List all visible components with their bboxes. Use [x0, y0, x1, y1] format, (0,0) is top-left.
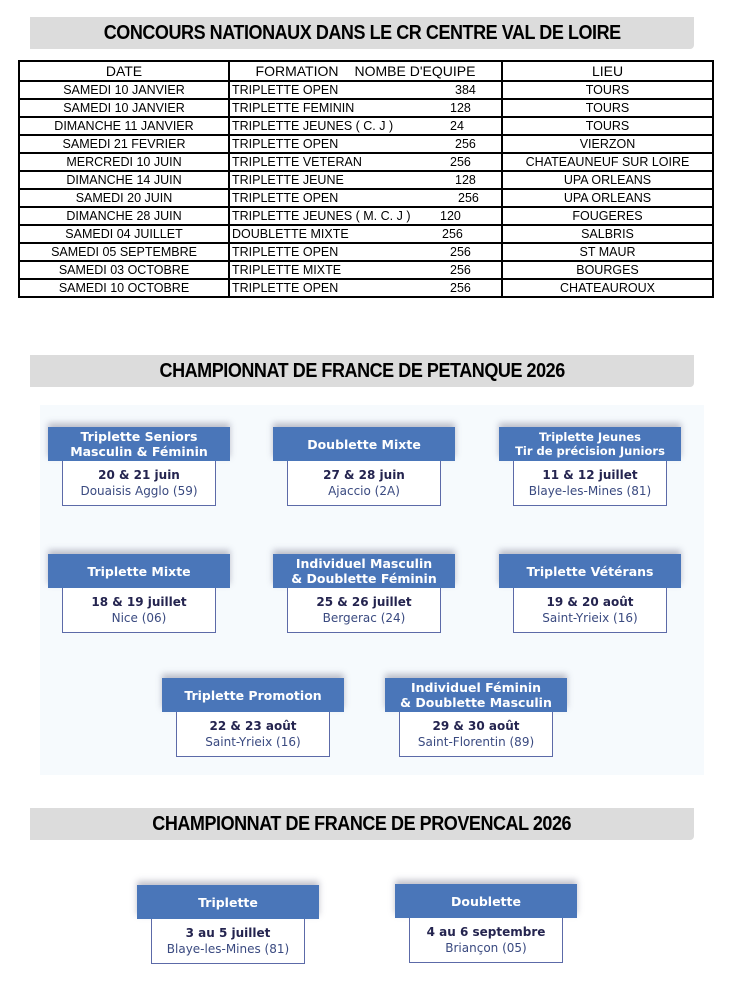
cell-date: SAMEDI 10 JANVIER [19, 81, 229, 99]
formation-name: DOUBLETTE MIXTE [232, 227, 349, 241]
cell-formation [229, 243, 502, 261]
cell-date: DIMANCHE 28 JUIN [19, 207, 229, 225]
table-row [19, 81, 713, 99]
team-count: 120 [440, 209, 461, 223]
championship-card [137, 885, 319, 964]
card-body [513, 461, 667, 506]
team-count: 256 [450, 263, 471, 277]
formation-name: TRIPLETTE OPEN [232, 83, 339, 97]
cell-formation [229, 117, 502, 135]
table-row [19, 243, 713, 261]
card-date: 29 & 30 août [432, 719, 520, 733]
header-lieu: LIEU [502, 61, 713, 81]
team-count: 256 [450, 155, 471, 169]
formation-name: TRIPLETTE OPEN [232, 191, 339, 205]
provencal-title-banner [30, 808, 694, 840]
team-count: 128 [455, 173, 476, 187]
cell-lieu: UPA ORLEANS [502, 171, 713, 189]
card-header [385, 678, 567, 712]
card-header [499, 554, 681, 588]
card-body [151, 919, 305, 964]
card-title-line1: Doublette [450, 893, 521, 909]
cell-lieu: CHATEAUROUX [502, 279, 713, 297]
petanque-title: CHAMPIONNAT DE FRANCE DE PETANQUE 2026 [159, 359, 565, 382]
card-date: 27 & 28 juin [323, 468, 405, 482]
cell-date: SAMEDI 04 JUILLET [19, 225, 229, 243]
provencal-title: CHAMPIONNAT DE FRANCE DE PROVENCAL 2026 [152, 812, 572, 835]
formation-name: TRIPLETTE JEUNES ( C. J ) [232, 119, 394, 133]
card-title-line1: Triplette Vétérans [526, 563, 654, 579]
championship-card [499, 427, 681, 506]
cell-date: SAMEDI 10 JANVIER [19, 99, 229, 117]
table-header-row [19, 61, 713, 81]
card-title-line2: & Doublette Masculin [400, 695, 552, 710]
card-place: Blaye-les-Mines (81) [528, 484, 652, 498]
table-row [19, 207, 713, 225]
card-header [137, 885, 319, 919]
formation-name: TRIPLETTE VETERAN [232, 155, 362, 169]
table-row [19, 153, 713, 171]
cell-date: SAMEDI 20 JUIN [19, 189, 229, 207]
card-title-line1: Triplette Mixte [87, 563, 191, 579]
header-formation [229, 61, 502, 81]
cell-lieu: CHATEAUNEUF SUR LOIRE [502, 153, 713, 171]
formation-name: TRIPLETTE OPEN [232, 281, 339, 295]
cell-date: DIMANCHE 14 JUIN [19, 171, 229, 189]
card-place: Douaisis Agglo (59) [80, 484, 198, 498]
cell-formation [229, 81, 502, 99]
card-body [176, 712, 330, 757]
card-body [62, 461, 216, 506]
concours-title-banner [30, 17, 694, 49]
card-body [62, 588, 216, 633]
cell-lieu: BOURGES [502, 261, 713, 279]
card-title-line1: Triplette [198, 894, 258, 910]
card-place: Ajaccio (2A) [328, 484, 400, 498]
card-place: Saint-Yrieix (16) [205, 735, 301, 749]
card-place: Saint-Florentin (89) [417, 735, 535, 749]
card-title-line1: Individuel Masculin [295, 556, 433, 571]
card-header [273, 554, 455, 588]
table-row [19, 189, 713, 207]
cell-formation [229, 135, 502, 153]
card-title-line2: & Doublette Féminin [291, 571, 437, 586]
cell-formation [229, 153, 502, 171]
card-title-line1: Individuel Féminin [410, 680, 542, 695]
cell-date: MERCREDI 10 JUIN [19, 153, 229, 171]
cell-date: SAMEDI 21 FEVRIER [19, 135, 229, 153]
championship-card [499, 554, 681, 633]
formation-name: TRIPLETTE FEMININ [232, 101, 355, 115]
cell-formation [229, 189, 502, 207]
table-row [19, 117, 713, 135]
cell-lieu: TOURS [502, 99, 713, 117]
championship-card [273, 554, 455, 633]
card-title-line1: Triplette Promotion [184, 687, 322, 703]
table-row [19, 225, 713, 243]
header-formation-label: FORMATION [255, 63, 339, 79]
card-title-line1: Triplette Seniors [80, 429, 198, 444]
card-header [48, 554, 230, 588]
card-date: 4 au 6 septembre [426, 925, 546, 939]
cell-lieu: FOUGERES [502, 207, 713, 225]
cell-formation [229, 261, 502, 279]
table-row [19, 261, 713, 279]
card-title-line2: Tir de précision Juniors [515, 444, 665, 458]
team-count: 256 [458, 191, 479, 205]
formation-name: TRIPLETTE MIXTE [232, 263, 342, 277]
table-row [19, 279, 713, 297]
petanque-title-banner [30, 355, 694, 387]
card-title-line1: Doublette Mixte [307, 436, 421, 452]
card-body [409, 918, 563, 963]
card-body [399, 712, 553, 757]
championship-card [48, 427, 230, 506]
table-row [19, 171, 713, 189]
cell-date: SAMEDI 10 OCTOBRE [19, 279, 229, 297]
card-header [162, 678, 344, 712]
championship-card [48, 554, 230, 633]
card-place: Blaye-les-Mines (81) [166, 942, 290, 956]
cell-formation [229, 207, 502, 225]
concours-table [18, 60, 714, 298]
header-nombre-label: NOMBE D'EQUIPE [354, 63, 476, 79]
card-date: 22 & 23 août [209, 719, 297, 733]
cell-lieu: UPA ORLEANS [502, 189, 713, 207]
championship-card [273, 427, 455, 506]
concours-title: CONCOURS NATIONAUX DANS LE CR CENTRE VAL DE LOIRE [103, 21, 621, 44]
team-count: 256 [450, 281, 471, 295]
cell-date: SAMEDI 05 SEPTEMBRE [19, 243, 229, 261]
card-body [513, 588, 667, 633]
card-header [273, 427, 455, 461]
card-date: 3 au 5 juillet [185, 926, 271, 940]
cell-lieu: VIERZON [502, 135, 713, 153]
card-date: 19 & 20 août [546, 595, 634, 609]
card-date: 25 & 26 juillet [316, 595, 412, 609]
cell-lieu: TOURS [502, 81, 713, 99]
team-count: 256 [442, 227, 463, 241]
formation-name: TRIPLETTE JEUNE [232, 173, 344, 187]
formation-name: TRIPLETTE JEUNES ( M. C. J ) [232, 209, 411, 223]
card-header [499, 427, 681, 461]
team-count: 256 [450, 245, 471, 259]
card-place: Saint-Yrieix (16) [542, 611, 638, 625]
card-place: Nice (06) [111, 611, 167, 625]
cell-formation [229, 99, 502, 117]
card-date: 11 & 12 juillet [542, 468, 638, 482]
card-body [287, 588, 441, 633]
cell-formation [229, 225, 502, 243]
card-header [395, 884, 577, 918]
championship-card [385, 678, 567, 757]
card-header [48, 427, 230, 461]
cell-date: DIMANCHE 11 JANVIER [19, 117, 229, 135]
card-place: Briançon (05) [445, 941, 527, 955]
cell-lieu: SALBRIS [502, 225, 713, 243]
championship-card [162, 678, 344, 757]
cell-lieu: TOURS [502, 117, 713, 135]
card-date: 20 & 21 juin [98, 468, 180, 482]
cell-formation [229, 279, 502, 297]
card-body [287, 461, 441, 506]
cell-formation [229, 171, 502, 189]
card-date: 18 & 19 juillet [91, 595, 187, 609]
team-count: 384 [455, 83, 476, 97]
team-count: 256 [455, 137, 476, 151]
header-date: DATE [19, 61, 229, 81]
team-count: 128 [450, 101, 471, 115]
cell-lieu: ST MAUR [502, 243, 713, 261]
card-title-line2: Masculin & Féminin [70, 444, 208, 459]
formation-name: TRIPLETTE OPEN [232, 137, 339, 151]
formation-name: TRIPLETTE OPEN [232, 245, 339, 259]
card-title-line1: Triplette Jeunes [538, 430, 642, 444]
cell-date: SAMEDI 03 OCTOBRE [19, 261, 229, 279]
card-place: Bergerac (24) [322, 611, 406, 625]
table-row [19, 135, 713, 153]
team-count: 24 [450, 119, 464, 133]
table-row [19, 99, 713, 117]
championship-card [395, 884, 577, 963]
